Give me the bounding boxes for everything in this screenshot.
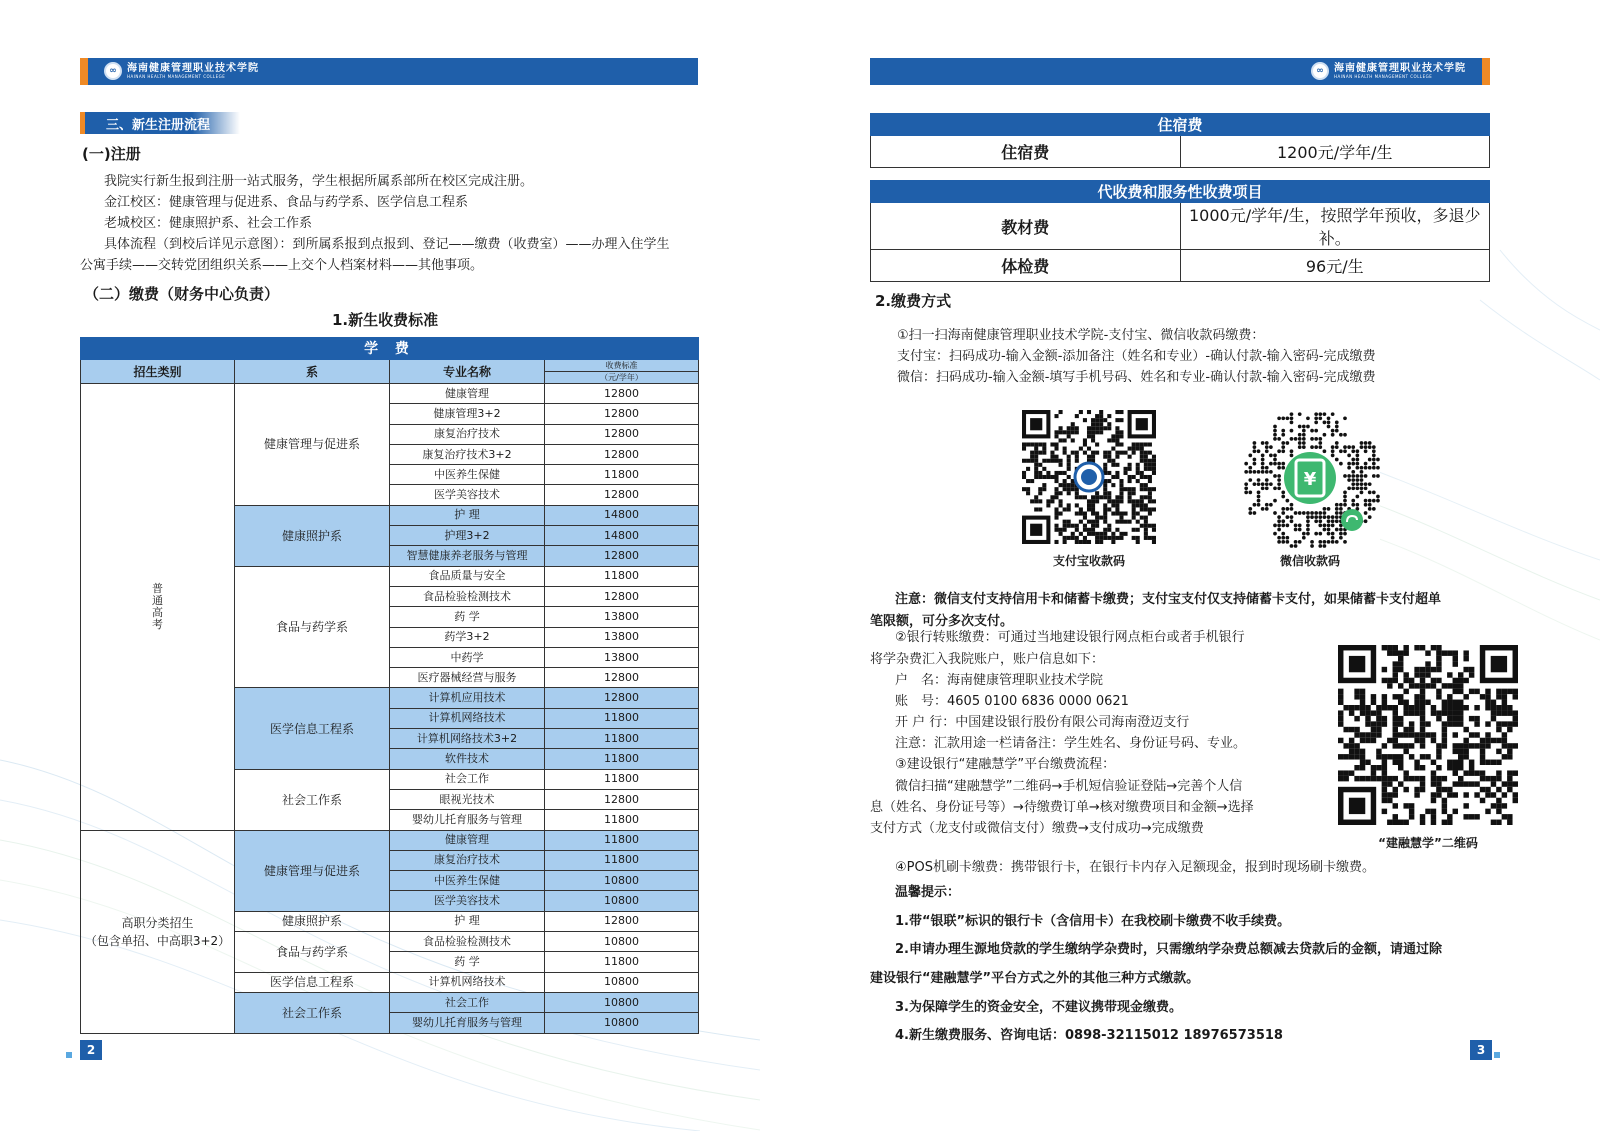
major-cell: 软件技术: [390, 749, 545, 769]
col-header-major: 专业名称: [390, 360, 545, 384]
category-regular: [81, 384, 235, 831]
major-cell: 护 理: [390, 505, 545, 525]
dept-cell: 医学信息工程系: [235, 688, 390, 769]
pos-payment-line: ④POS机刷卡缴费：携带银行卡，在银行卡内存入足额现金，报到时现场刷卡缴费。: [895, 860, 1375, 875]
category-vocational: [81, 830, 235, 1033]
header-accent-right: [1482, 58, 1490, 85]
dept-cell: 健康管理与促进系: [235, 384, 390, 506]
category-char: 考: [152, 617, 163, 631]
school-logo: [104, 62, 259, 80]
fee-cell: 14800: [545, 505, 699, 525]
page-number-square: [66, 1052, 72, 1058]
fee-cell: 11800: [545, 729, 699, 749]
section-title: 三、新生注册流程: [106, 118, 211, 133]
other-fees-table: [870, 180, 1490, 282]
header-accent: [80, 58, 88, 85]
fee-cell: 10800: [545, 992, 699, 1012]
registration-line: 我院实行新生报到注册一站式服务，学生根据所属系部所在校区完成注册。: [104, 174, 534, 189]
fee-table-main-header: 学 费: [81, 338, 699, 360]
fee-cell: 11800: [545, 769, 699, 789]
fee-table: [80, 337, 699, 1034]
category-line: （包含单招、中高职3+2）: [84, 933, 231, 948]
logo-emblem-icon: ∞: [104, 62, 122, 80]
dept-cell: 社会工作系: [235, 992, 390, 1033]
fee-cell: 11800: [545, 749, 699, 769]
fee-cell: 12800: [545, 789, 699, 809]
header-bar: [80, 58, 698, 85]
tip-4-phone: 4.新生缴费服务、咨询电话：0898-32115012 18976573518: [895, 1028, 1283, 1043]
yuan-icon: ¥: [1303, 469, 1317, 490]
wechat-caption: 微信收款码: [1279, 554, 1340, 568]
alipay-qr-code[interactable]: [1022, 410, 1156, 544]
dept-cell: 社会工作系: [235, 769, 390, 830]
wechat-qr-code[interactable]: [1240, 408, 1380, 548]
major-cell: 计算机网络技术3+2: [390, 729, 545, 749]
major-cell: 健康管理3+2: [390, 404, 545, 424]
dept-cell: 食品与药学系: [235, 932, 390, 973]
accommodation-band: 住宿费: [871, 114, 1490, 136]
major-cell: 护理3+2: [390, 526, 545, 546]
ccb-qr-code[interactable]: [1338, 645, 1518, 825]
major-cell: 食品检验检测技术: [390, 586, 545, 606]
fee-cell: 12800: [545, 586, 699, 606]
major-cell: 婴幼儿托育服务与管理: [390, 810, 545, 830]
major-cell: 药学3+2: [390, 627, 545, 647]
tips-heading: 温馨提示：: [895, 885, 961, 900]
registration-line: 金江校区：健康管理与促进系、食品与药学系、医学信息工程系: [104, 195, 469, 210]
payment-heading: 2.缴费方式: [875, 292, 952, 310]
accommodation-label: 住宿费: [871, 136, 1181, 168]
fee-cell: 10800: [545, 1013, 699, 1033]
fee-cell: 12800: [545, 485, 699, 505]
mini-program-icon: [1341, 509, 1363, 531]
category-line: 高职分类招生: [121, 915, 194, 930]
dept-cell: 健康照护系: [235, 911, 390, 931]
major-cell: 药 学: [390, 607, 545, 627]
major-cell: 眼视光技术: [390, 789, 545, 809]
payment-note: 注意：微信支付支持信用卡和储蓄卡缴费；支付宝支付仅支持储蓄卡支付，如果储蓄卡支付超单: [895, 592, 1442, 607]
major-cell: 中医养生保健: [390, 871, 545, 891]
col-header-category: 招生类别: [81, 360, 235, 384]
fee-table-title: 1.新生收费标准: [332, 311, 439, 329]
school-name: 海南健康管理职业技术学院: [1334, 62, 1466, 74]
major-cell: 康复治疗技术3+2: [390, 444, 545, 464]
other-fees-band: 代收费和服务性收费项目: [871, 181, 1490, 203]
col-header-dept: 系: [235, 360, 390, 384]
bank-line: 微信扫描“建融慧学”二维码→手机短信验证登陆→完善个人信: [895, 779, 1243, 794]
major-cell: 计算机网络技术: [390, 972, 545, 992]
fee-cell: 13800: [545, 627, 699, 647]
major-cell: 医疗器械经营与服务: [390, 668, 545, 688]
school-name: 海南健康管理职业技术学院: [127, 62, 259, 74]
fee-cell: 11800: [545, 566, 699, 586]
bank-line: 户 名：海南健康管理职业技术学院: [895, 673, 1104, 688]
major-cell: 药 学: [390, 952, 545, 972]
major-cell: 食品检验检测技术: [390, 932, 545, 952]
fee-cell: 12800: [545, 688, 699, 708]
registration-heading: (一)注册: [82, 145, 141, 163]
header-bar-right: [870, 58, 1490, 85]
fee-cell: 13800: [545, 647, 699, 667]
alipay-center-dot: [1081, 469, 1097, 485]
payment-line: ①扫一扫海南健康管理职业技术学院-支付宝、微信收款码缴费：: [897, 328, 1265, 343]
tip-3: 3.为保障学生的资金安全，不建议携带现金缴费。: [895, 1000, 1182, 1015]
school-name-en: HAINAN HEALTH MANAGEMENT COLLEGE: [1334, 73, 1433, 79]
payment-line: 支付宝：扫码成功-输入金额-添加备注（姓名和专业）-确认付款-输入密码-完成缴费: [897, 349, 1376, 364]
major-cell: 医学美容技术: [390, 485, 545, 505]
fee-cell: 11800: [545, 830, 699, 850]
tip-2: 2.申请办理生源地贷款的学生缴纳学杂费时，只需缴纳学杂费总额减去贷款后的金额，请通过除: [895, 942, 1442, 957]
registration-line: 公寓手续——交转党团组织关系——上交个人档案材料——其他事项。: [80, 258, 484, 273]
bank-line: 息（姓名、身份证号等）→待缴费订单→核对缴费项目和金额→选择: [870, 800, 1254, 815]
major-cell: 康复治疗技术: [390, 424, 545, 444]
fee-cell: 11800: [545, 850, 699, 870]
major-cell: 智慧健康养老服务与管理: [390, 546, 545, 566]
textbook-label: 教材费: [871, 203, 1181, 250]
major-cell: 健康管理: [390, 384, 545, 404]
page-number-square-right: [1494, 1052, 1500, 1058]
dept-cell: 食品与药学系: [235, 566, 390, 688]
school-logo-right: [1311, 62, 1466, 80]
col-header-fee-unit: （元/学年）: [545, 372, 699, 384]
exam-label: 体检费: [871, 250, 1181, 282]
exam-value: 96元/生: [1180, 250, 1490, 282]
registration-line: 具体流程（到校后详见示意图）：到所属系报到点报到、登记——缴费（收费室）——办理入住学生: [104, 237, 670, 252]
payment-line: 微信：扫码成功-输入金额-填写手机号码、姓名和专业-确认付款-输入密码-完成缴费: [897, 370, 1376, 385]
tip-2-cont: 建设银行“建融慧学”平台方式之外的其他三种方式缴款。: [870, 971, 1200, 986]
page-number: 2: [80, 1040, 102, 1060]
logo-emblem-icon: ∞: [1311, 62, 1329, 80]
major-cell: 社会工作: [390, 992, 545, 1012]
accommodation-table: [870, 113, 1490, 168]
fee-cell: 12800: [545, 546, 699, 566]
ccb-caption: “建融慧学”二维码: [1378, 836, 1478, 850]
fee-cell: 10800: [545, 891, 699, 911]
category-char: 通: [152, 593, 163, 607]
major-cell: 健康管理: [390, 830, 545, 850]
accommodation-value: 1200元/学年/生: [1180, 136, 1490, 168]
fee-cell: 13800: [545, 607, 699, 627]
fee-cell: 12800: [545, 668, 699, 688]
major-cell: 食品质量与安全: [390, 566, 545, 586]
fee-cell: 10800: [545, 932, 699, 952]
tip-1: 1.带“银联”标识的银行卡（含信用卡）在我校刷卡缴费不收手续费。: [895, 914, 1291, 929]
dept-cell: 健康照护系: [235, 505, 390, 566]
fee-row: [81, 384, 699, 404]
fee-cell: 10800: [545, 972, 699, 992]
registration-line: 老城校区：健康照护系、社会工作系: [104, 216, 313, 231]
major-cell: 社会工作: [390, 769, 545, 789]
major-cell: 计算机网络技术: [390, 708, 545, 728]
major-cell: 婴幼儿托育服务与管理: [390, 1013, 545, 1033]
section-title-banner: [80, 112, 240, 134]
fee-heading: （二）缴费（财务中心负责）: [84, 285, 280, 303]
dept-cell: 医学信息工程系: [235, 972, 390, 992]
fee-cell: 14800: [545, 526, 699, 546]
page-number-right: 3: [1470, 1040, 1492, 1060]
bank-line: 支付方式（龙支付或微信支付）缴费→支付成功→完成缴费: [870, 821, 1204, 836]
fee-cell: 12800: [545, 404, 699, 424]
bank-line: 开 户 行：中国建设银行股份有限公司海南澄迈支行: [895, 715, 1190, 730]
bank-line: 账 号：4605 0100 6836 0000 0621: [895, 694, 1129, 709]
major-cell: 护 理: [390, 911, 545, 931]
bank-line: ②银行转账缴费：可通过当地建设银行网点柜台或者手机银行: [895, 630, 1245, 645]
fee-table-body: [81, 384, 699, 1034]
alipay-caption: 支付宝收款码: [1052, 554, 1125, 568]
fee-cell: 12800: [545, 384, 699, 404]
textbook-value: 1000元/学年/生，按照学年预收，多退少补。: [1180, 203, 1490, 250]
fee-cell: 11800: [545, 708, 699, 728]
fee-cell: 11800: [545, 952, 699, 972]
fee-row: [81, 830, 699, 850]
dept-cell: 健康管理与促进系: [235, 830, 390, 911]
col-header-fee: 收费标准: [545, 360, 699, 372]
fee-cell: 10800: [545, 871, 699, 891]
fee-cell: 11800: [545, 810, 699, 830]
bank-line: ③建设银行“建融慧学”平台缴费流程：: [895, 757, 1116, 772]
fee-cell: 12800: [545, 444, 699, 464]
major-cell: 康复治疗技术: [390, 850, 545, 870]
fee-cell: 11800: [545, 465, 699, 485]
left-page: [0, 0, 760, 1131]
payment-note-cont: 笔限额，可分多次支付。: [870, 614, 1014, 629]
bank-line: 将学杂费汇入我院账户，账户信息如下：: [870, 652, 1105, 667]
category-char: 普: [152, 581, 163, 595]
major-cell: 计算机应用技术: [390, 688, 545, 708]
major-cell: 中医养生保健: [390, 465, 545, 485]
major-cell: 医学美容技术: [390, 891, 545, 911]
major-cell: 中药学: [390, 647, 545, 667]
bank-line: 注意：汇款用途一栏请备注：学生姓名、身份证号码、专业。: [895, 736, 1247, 751]
fee-cell: 12800: [545, 424, 699, 444]
category-char: 高: [152, 605, 163, 619]
fee-cell: 12800: [545, 911, 699, 931]
school-name-en: HAINAN HEALTH MANAGEMENT COLLEGE: [127, 73, 226, 79]
